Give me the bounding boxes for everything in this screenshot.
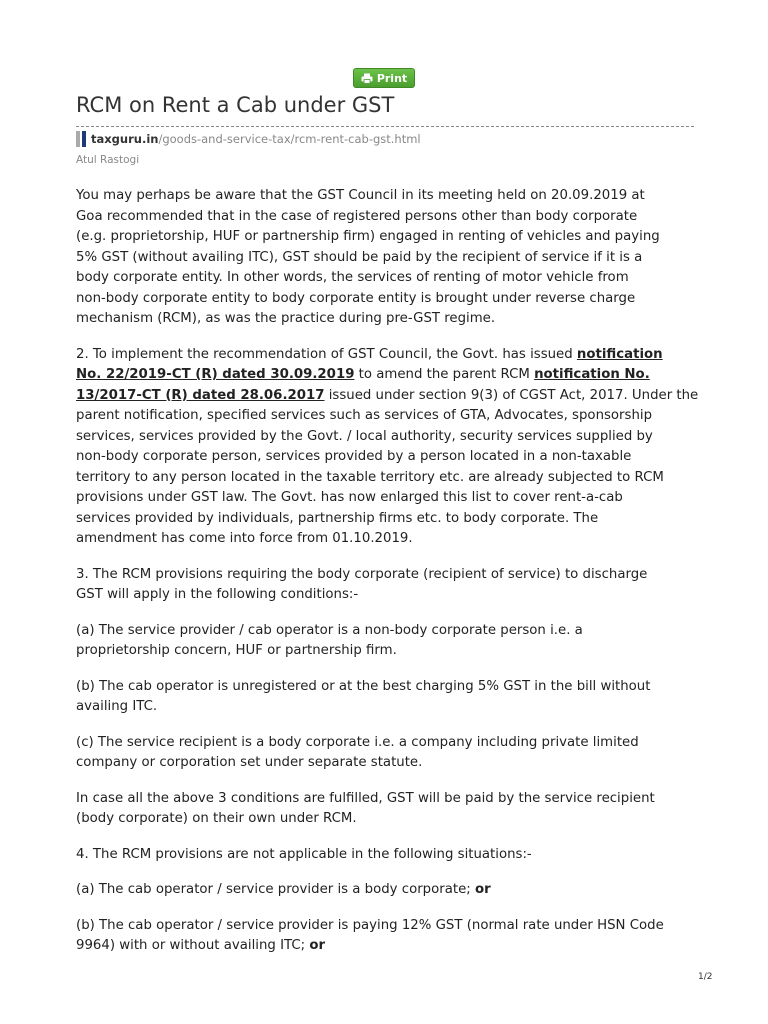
article-title: RCM on Rent a Cab under GST: [76, 93, 395, 117]
source-host: taxguru.in: [91, 132, 159, 146]
paragraph-3: 3. The RCM provisions requiring the body corporate (recipient of service) to discharge GST will apply in the following conditions:-: [76, 566, 648, 602]
source-link[interactable]: [76, 131, 421, 147]
paragraph-4b: (b) The cab operator / service provider is paying 12% GST (normal rate under HSN Code 9964) with or without availing ITC; or: [76, 917, 664, 953]
paragraph-3a: (a) The service provider / cab operator is a non-body corporate person i.e. a proprietorship concern, HUF or partnership firm.: [76, 622, 583, 658]
notification-22-link[interactable]: notification No. 22/2019-CT (R) dated 30.09.2019: [76, 346, 663, 382]
source-path: /goods-and-service-tax/rcm-rent-cab-gst.html: [158, 132, 421, 146]
print-button-label: Print: [376, 71, 408, 85]
paragraph-4: 4. The RCM provisions are not applicable in the following situations:-: [76, 846, 532, 862]
page-number: 1/2: [698, 972, 713, 982]
author-name: Atul Rastogi: [76, 154, 140, 166]
title-divider: [76, 126, 694, 127]
paragraph-3d: In case all the above 3 conditions are fulfilled, GST will be paid by the service recipient (body corporate) on their own under RCM.: [76, 790, 655, 826]
paragraph-1: You may perhaps be aware that the GST Council in its meeting held on 20.09.2019 at Goa recommended that in the case of registered persons other than body corporate (e.g. proprietorship, HUF or partnership firm) engaged in renting of vehicles and paying 5% GST (without availing ITC), GST should be paid by the recipient of service if it is a body corporate entity. In other words, the services of renting of motor vehicle from non-body corporate entity to body corporate entity is brought under reverse charge mechanism (RCM), as was the practice during pre-GST regime.: [76, 188, 660, 326]
paragraph-2: 2. To implement the recommendation of GST Council, the Govt. has issued notification No. 22/2019-CT (R) dated 30.09.2019 to amend the parent RCM notification No. 13/2017-CT (R) dated 28.06.2017 issued under section 9(3) of CGST Act, 2017. Under the parent notification, specified services such as services of GTA, Advocates, sponsorship services, services provided by the Govt. / local authority, security services supplied by non-body corporate person, services provided by a person located in a non-taxable territory to any person located in the taxable territory etc. are already subjected to RCM provisions under GST law. The Govt. has now enlarged this list to cover rent-a-cab services provided by individuals, partnership firms etc. to body corporate. The amendment has come into force from 01.10.2019.: [76, 346, 699, 546]
printer-icon: [361, 73, 373, 84]
notification-13-link[interactable]: notification No. 13/2017-CT (R) dated 28.06.2017: [76, 367, 650, 403]
site-logo-icon: [76, 131, 86, 147]
article-body: [76, 186, 699, 972]
paragraph-4a: (a) The cab operator / service provider is a body corporate; or: [76, 882, 491, 897]
paragraph-3c: (c) The service recipient is a body corporate i.e. a company including private limited company or corporation set under separate statute.: [76, 734, 639, 770]
paragraph-3b: (b) The cab operator is unregistered or at the best charging 5% GST in the bill without availing ITC.: [76, 678, 651, 714]
print-button[interactable]: [353, 68, 415, 88]
